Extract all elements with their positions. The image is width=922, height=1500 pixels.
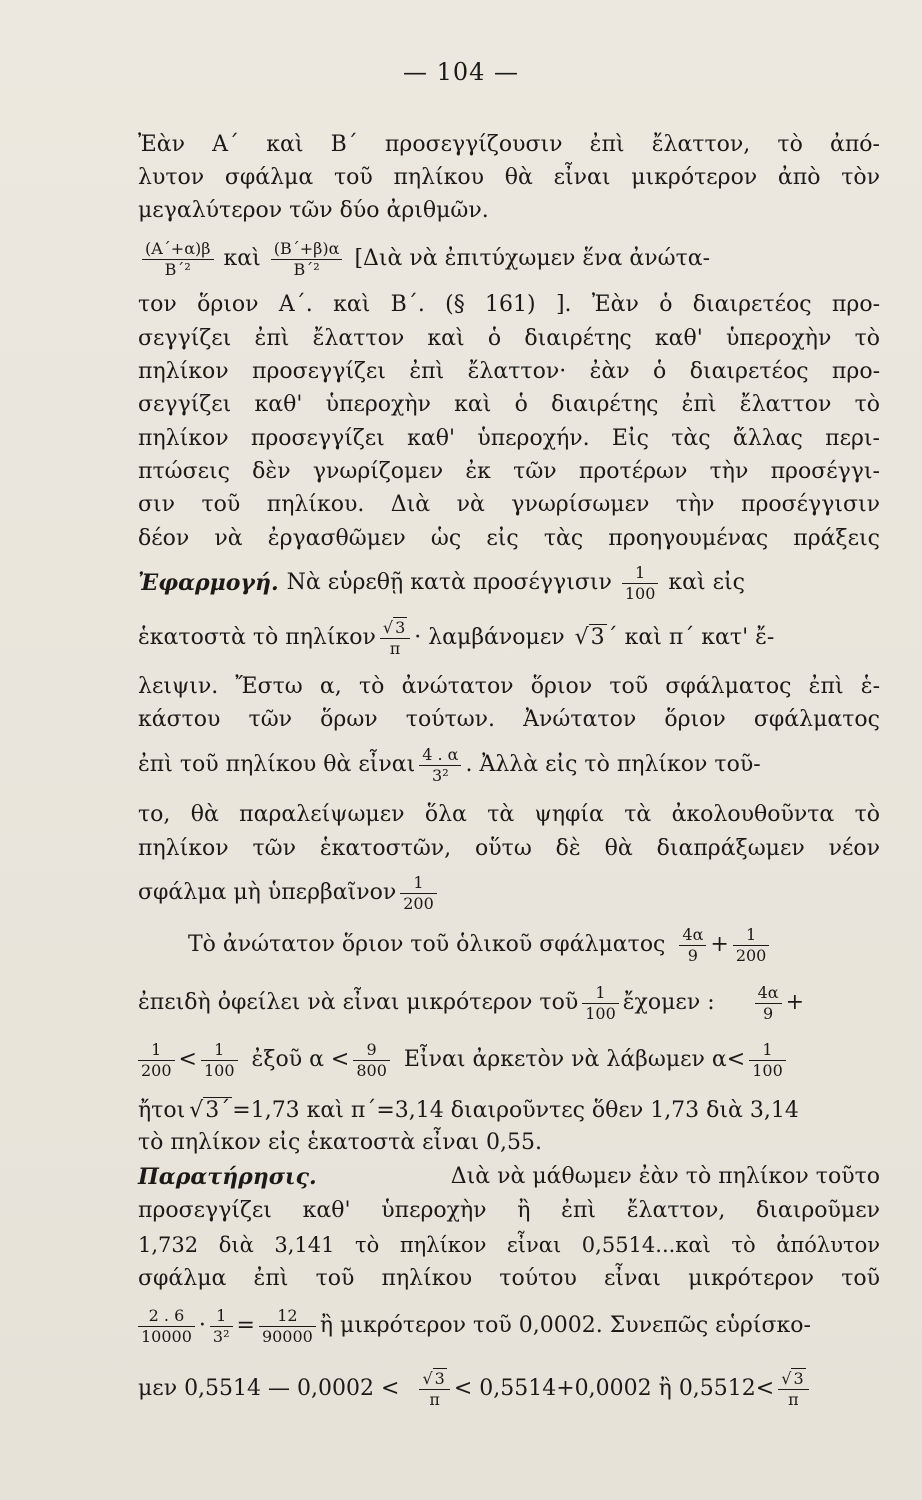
text-line-1: Ἐὰν Α΄ καὶ Β΄ προσεγγίζουσιν ἐπὶ ἔλαττον, τὸ ἀπό-	[138, 132, 880, 157]
text-line-28: 1,732 διὰ 3,141 τὸ πηλίκον εἶναι 0,5514...καὶ τὸ ἀπόλυτον	[138, 1233, 880, 1257]
fraction: $\frac{√ 3}{\pi}$	[419, 1371, 449, 1408]
sqrt-symbol: √ 3	[781, 1368, 804, 1388]
fraction: $\frac{1}{\text{3²}}$	[210, 1308, 233, 1345]
fraction: $\frac{√ 3}{\pi}$	[778, 1371, 808, 1408]
fraction: $\frac{1}{200}$	[400, 875, 437, 912]
text-line-16: κάστου τῶν ὅρων τούτων. Ἀνώτατον ὅριον σφάλματος	[138, 707, 880, 732]
text-line-23: $\frac{1}{200}$ < $\frac{1}{100}$ ἐξοῦ α < $\frac{9}{800}$ Εἶναι ἀρκετὸν νὰ λάβωμεν α< $\frac{1}{100}$	[138, 1034, 880, 1086]
fraction: $\frac{1}{200}$	[733, 927, 770, 964]
sqrt-symbol: √ 3	[382, 617, 406, 637]
fraction: $\frac{4\alpha}{9}$	[755, 985, 782, 1022]
fraction: $\frac{1}{100}$	[622, 565, 659, 602]
text-line-24: ἤτοι √3΄ =1,73 καὶ π΄=3,14 διαιροῦντες ὅθεν 1,73 διὰ 3,14	[138, 1094, 880, 1128]
fraction: $\frac{4 . \alpha}{\text{3²}}$	[419, 747, 461, 784]
text-line-6: σεγγίζει ἐπὶ ἔλαττον καὶ ὁ διαιρέτης καθ' ὑπεροχὴν τὸ	[138, 326, 880, 351]
fraction: $\frac{1}{100}$	[582, 985, 619, 1022]
text-line-29: σφάλμα ἐπὶ τοῦ πηλίκου τούτου εἶναι μικρότερον τοῦ	[138, 1266, 880, 1291]
text-line-2: λυτον σφάλμα τοῦ πηλίκου θὰ εἶναι μικρότερον ἀπὸ τὸν	[138, 165, 880, 190]
section-label: Ἐφαρμογή.	[138, 570, 279, 596]
text-line-9: πηλίκον προσεγγίζει καθ' ὑπεροχήν. Εἰς τὰς ἄλλας περι-	[138, 426, 880, 451]
text-line-11: σιν τοῦ πηλίκου. Διὰ νὰ γνωρίσωμεν τὴν προσέγγισιν	[138, 492, 880, 517]
fraction: $\frac{(A΄+\alpha)\beta}{\text{Β΄²}}$	[142, 241, 214, 278]
text-line-13: Ἐφαρμογή. Νὰ εὑρεθῇ κατὰ προσέγγισιν $\frac{1}{100}$ καὶ εἰς	[138, 562, 745, 603]
text-line-27: προσεγγίζει καθ' ὑπεροχὴν ἢ ἐπὶ ἔλαττον, διαιροῦμεν	[138, 1198, 880, 1223]
text-line-8: σεγγίζει καθ' ὑπεροχὴν καὶ ὁ διαιρέτης ἐπὶ ἔλαττον τὸ	[138, 392, 880, 417]
text-line-12: δέον νὰ ἐργασθῶμεν ὡς εἰς τὰς προηγουμένας πράξεις	[138, 526, 880, 551]
text-line-14: ἑκατοστὰ τὸ πηλίκον $\frac{√ 3}{\pi}$ · λαμβάνομεν √3 ΄ καὶ π΄ κατ' ἔ-	[138, 617, 775, 658]
text-line-7: πηλίκον προσεγγίζει ἐπὶ ἔλαττον· ἐὰν ὁ διαιρετέος προ-	[138, 359, 880, 384]
text-line-25: τὸ πηλίκον εἰς ἑκατοστὰ εἶναι 0,55.	[138, 1130, 543, 1155]
text-line-30: $\frac{2 . 6}{10000}$ · $\frac{1}{\text{3²}}$ = $\frac{12}{90000}$ ἢ μικρότερον τοῦ 0,0002. Συνεπῶς εὑρίσκο-	[138, 1300, 880, 1352]
fraction: $\frac{1}{100}$	[749, 1042, 786, 1079]
page-number: — 104 —	[402, 58, 520, 86]
fraction: $\frac{12}{90000}$	[259, 1308, 316, 1345]
text-line-19: πηλίκον τῶν ἑκατοστῶν, οὕτω δὲ θὰ διαπράξωμεν νέον	[138, 836, 880, 861]
text-line-20: σφάλμα μὴ ὑπερβαῖνον $\frac{1}{200}$	[138, 868, 880, 918]
text-line-21: Τὸ ἀνώτατον ὅριον τοῦ ὁλικοῦ σφάλματος $\frac{4\alpha}{9}$ + $\frac{1}{200}$	[188, 920, 880, 970]
fraction: $\frac{2 . 6}{10000}$	[138, 1308, 195, 1345]
sqrt-symbol: √ 3	[422, 1368, 445, 1388]
text-line-3: μεγαλύτερον τῶν δύο ἀριθμῶν.	[138, 198, 489, 223]
fraction: $\frac{9}{800}$	[353, 1042, 390, 1079]
section-label: Παρατήρησις.	[138, 1164, 317, 1190]
fraction: $\frac{1}{200}$	[138, 1042, 175, 1079]
fraction: $\frac{(B΄+\beta)\alpha}{\text{Β΄²}}$	[271, 241, 343, 278]
text-line-10: πτώσεις δὲν γνωρίζομεν ἐκ τῶν προτέρων τὴν προσέγγι-	[138, 459, 880, 484]
fraction: $\frac{4\alpha}{9}$	[679, 927, 706, 964]
fraction: $\frac{1}{100}$	[201, 1042, 238, 1079]
fraction: $\frac{√ 3}{\pi}$	[380, 620, 410, 657]
text-line-17: ἐπὶ τοῦ πηλίκου θὰ εἶναι $\frac{4 . \alpha}{\text{3²}}$ . Ἀλλὰ εἰς τὸ πηλίκον τοῦ-	[138, 744, 761, 785]
text-line-4: $\frac{(A΄+\alpha)\beta}{\text{Β΄²}}$ καὶ $\frac{(B΄+\beta)\alpha}{\text{Β΄²}}$ [Διὰ νὰ ἐπιτύχωμεν ἕνα ἀνώτα-	[138, 234, 880, 284]
text-line-22: ἐπειδὴ ὀφείλει νὰ εἶναι μικρότερον τοῦ $\frac{1}{100}$ ἔχομεν : $\frac{4\alpha}{9}$ +	[138, 982, 805, 1023]
sqrt-symbol: √3	[574, 625, 605, 650]
text-line-5: τον ὅριον Α΄. καὶ Β΄. (§ 161) ]. Ἐὰν ὁ διαιρετέος προ-	[138, 292, 880, 317]
text-line-31: μεν 0,5514 — 0,0002 < $\frac{√ 3}{\pi}$ < 0,5514+0,0002 ἢ 0,5512< $\frac{√ 3}{\pi}$	[138, 1360, 880, 1418]
text-line-18: το, θὰ παραλείψωμεν ὅλα τὰ ψηφία τὰ ἀκολουθοῦντα τὸ	[138, 802, 880, 827]
sqrt-symbol: √3΄	[189, 1098, 231, 1123]
text-line-15: λειψιν. Ἔστω α, τὸ ἀνώτατον ὅριον τοῦ σφάλματος ἐπὶ ἑ-	[138, 674, 880, 699]
text-line-26: Παρατήρησις. Διὰ νὰ μάθωμεν ἐὰν τὸ πηλίκον τοῦτο	[138, 1164, 880, 1190]
